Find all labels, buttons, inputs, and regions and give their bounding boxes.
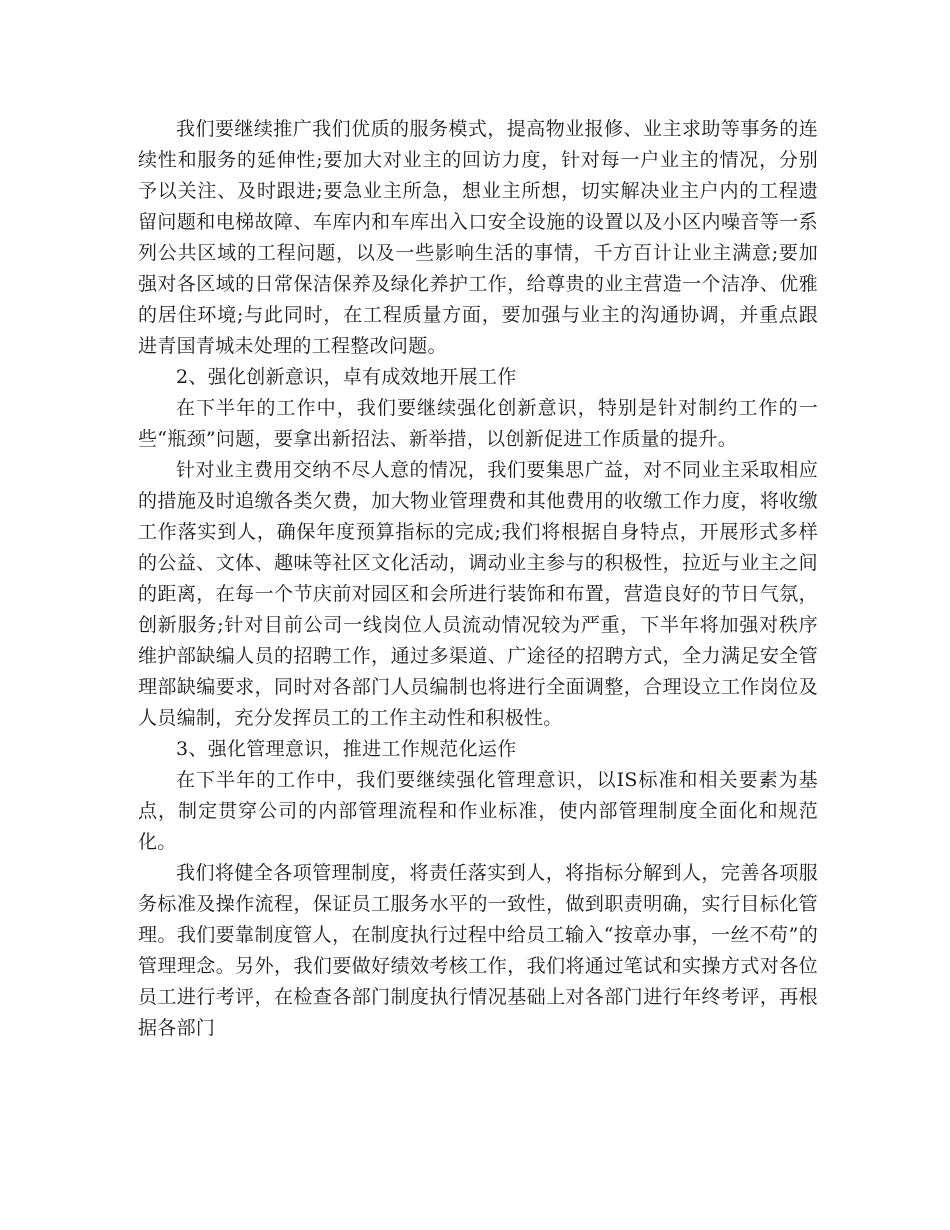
section-heading-management: 3、强化管理意识，推进工作规范化运作 (176, 738, 517, 760)
paragraph-management-intro: 在下半年的工作中，我们要继续强化管理意识，以IS标准和相关要素为基点，制定贯穿公司的内部管理流程和作业标准，使内部管理制度全面化和规范化。 (138, 769, 818, 853)
paragraph-fee-collection: 针对业主费用交纳不尽人意的情况，我们要集思广益，对不同业主采取相应的措施及时追缴各类欠费，加大物业管理费和其他费用的收缴工作力度，将收缴工作落实到人，确保年度预算指标的完成;我们将根据自身特点，开展形式多样的公益、文体、趣味等社区文化活动，调动业主参与的积极性，拉近与业主之间的距离，在每一个节庆前对园区和会所进行装饰和布置，营造良好的节日气氛，创新服务;针对目前公司一线岗位人员流动情况较为严重，下半年将加强对秩序维护部缺编人员的招聘工作，通过多渠道、广途径的招聘方式，全力满足安全管理部缺编要求，同时对各部门人员编制也将进行全面调整，合理设立工作岗位及人员编制，充分发挥员工的工作主动性和积极性。 (138, 459, 818, 729)
section-heading-innovation: 2、强化创新意识，卓有成效地开展工作 (176, 366, 517, 388)
paragraph-service-mode: 我们要继续推广我们优质的服务模式，提高物业报修、业主求助等事务的连续性和服务的延伸性;要加大对业主的回访力度，针对每一户业主的情况，分别予以关注、及时跟进;要急业主所急，想业主所想，切实解决业主户内的工程遗留问题和电梯故障、车库内和车库出入口安全设施的设置以及小区内噪音等一系列公共区域的工程问题，以及一些影响生活的事情，千方百计让业主满意;要加强对各区域的日常保洁保养及绿化养护工作，给尊贵的业主营造一个洁净、优雅的居住环境;与此同时，在工程质量方面，要加强与业主的沟通协调，并重点跟进青国青城未处理的工程整改问题。 (138, 118, 818, 357)
paragraph-innovation-intro: 在下半年的工作中，我们要继续强化创新意识，特别是针对制约工作的一些“瓶颈”问题，要拿出新招法、新举措，以创新促进工作质量的提升。 (138, 397, 818, 450)
document-body (138, 114, 818, 1044)
paragraph-management-system: 我们将健全各项管理制度，将责任落实到人，将指标分解到人，完善各项服务标准及操作流程，保证员工服务水平的一致性，做到职责明确，实行目标化管理。我们要靠制度管人，在制度执行过程中给员工输入“按章办事，一丝不苟”的管理理念。另外，我们要做好绩效考核工作，我们将通过笔试和实操方式对各位员工进行考评，在检查各部门制度执行情况基础上对各部门进行年终考评，再根据各部门 (138, 862, 818, 1039)
